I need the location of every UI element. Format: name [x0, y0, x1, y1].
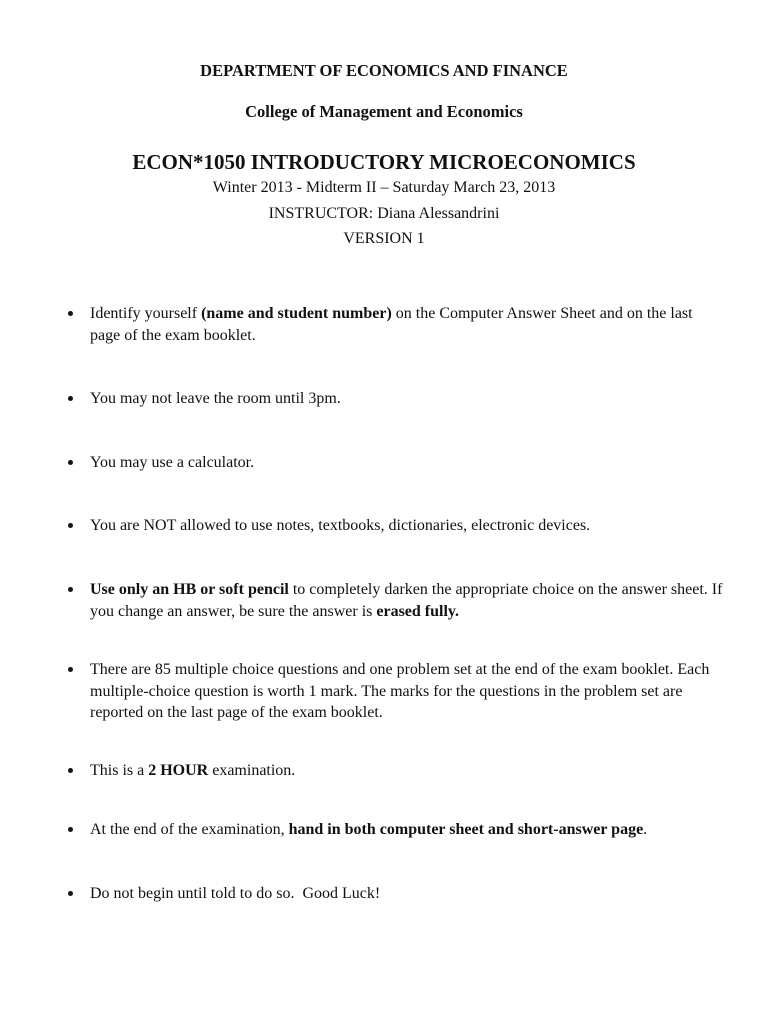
instruction-text [90, 452, 726, 474]
version: VERSION 1 [343, 230, 425, 247]
instruction-item [66, 659, 726, 724]
instruction-text [90, 819, 726, 841]
instruction-item [66, 452, 726, 474]
instruction-text [90, 388, 726, 410]
instruction-text-bold: hand in both computer sheet and short-answer page [288, 821, 644, 838]
instruction-item [66, 303, 726, 346]
instruction-text [90, 883, 726, 905]
instruction-text-part: There are 85 multiple choice questions and one problem set at the end of the exam booklet. Each multiple-choice question is worth 1 mark. The marks for the questions in the problem set are reported on the last page of the exam booklet. [90, 661, 710, 721]
exam-info: Winter 2013 - Midterm II – Saturday March 23, 2013 [212, 179, 556, 196]
instruction-text-part: You are NOT allowed to use notes, textbooks, dictionaries, electronic devices. [90, 517, 591, 534]
instruction-text-bold: (name and student number) [201, 305, 392, 322]
instructor: INSTRUCTOR: Diana Alessandrini [268, 205, 500, 222]
instruction-text-part: Do not begin until told to do so. Good Luck! [90, 885, 381, 902]
instruction-item [66, 515, 726, 537]
instruction-text [90, 659, 726, 724]
instruction-text-part: on the Computer Answer Sheet and on the last page of the exam booklet. [90, 305, 693, 344]
instruction-item [66, 883, 726, 905]
instruction-text-part: You may use a calculator. [90, 454, 255, 471]
instruction-text [90, 760, 726, 782]
instruction-text-part: At the end of the examination, [90, 821, 289, 838]
course-title: ECON*1050 INTRODUCTORY MICROECONOMICS [132, 150, 636, 174]
instruction-text-bold: erased fully. [376, 602, 460, 620]
instruction-text-part: This is a [90, 762, 149, 779]
instruction-item [66, 819, 726, 841]
instruction-text-bold: 2 HOUR [148, 762, 209, 779]
instruction-text [90, 515, 726, 537]
instruction-text-part: Identify yourself [90, 305, 202, 322]
college-heading: College of Management and Economics [245, 102, 523, 121]
instruction-item [66, 760, 726, 782]
instruction-text-part: examination. [208, 762, 296, 779]
instruction-text [90, 303, 726, 346]
instruction-text [90, 579, 726, 622]
instruction-text-bold: Use only an HB or soft pencil [90, 581, 289, 598]
department-heading: DEPARTMENT OF ECONOMICS AND FINANCE [200, 61, 568, 80]
instruction-item [66, 579, 726, 622]
instruction-text-part: . [643, 821, 648, 838]
instruction-text-part: to completely darken the appropriate choice on the answer sheet. If you change an answer, be sure the answer is [90, 581, 723, 620]
instruction-text-part: You may not leave the room until 3pm. [90, 390, 341, 407]
instruction-item [66, 388, 726, 410]
